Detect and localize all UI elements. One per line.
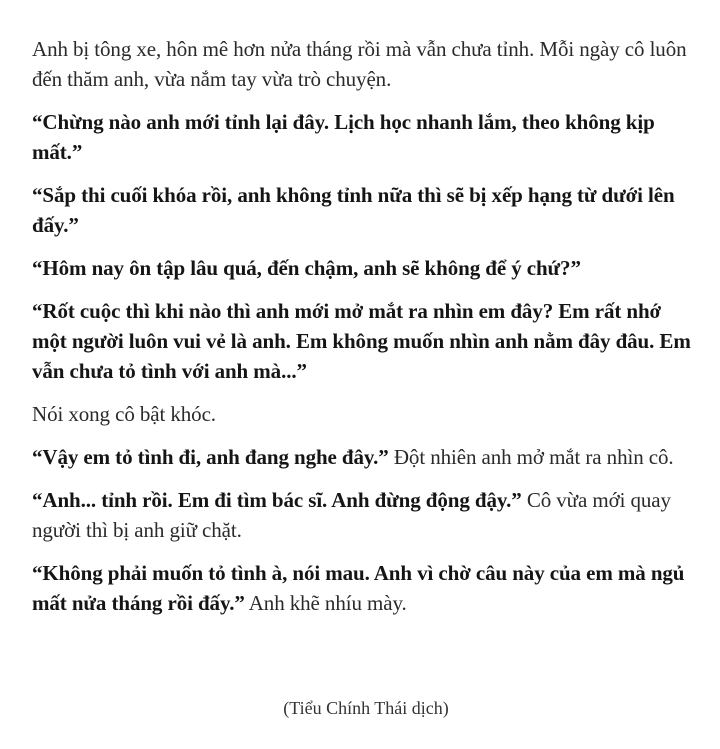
narration-text: Đột nhiên anh mở mắt ra nhìn cô. [388, 445, 674, 469]
narration-text: Anh khẽ nhíu mày. [244, 591, 407, 615]
paragraph-quote-4: “Rốt cuộc thì khi nào thì anh mới mở mắt ra nhìn em đây? Em rất nhớ một người luôn vui vẻ là anh. Em không muốn nhìn anh nằm đây đâu. Em vẫn chưa tỏ tình với anh mà...” [32, 299, 691, 383]
paragraph-mixed-1 [32, 442, 700, 472]
translator-credit: (Tiểu Chính Thái dịch) [283, 698, 449, 718]
quote-text: “Anh... tỉnh rồi. Em đi tìm bác sĩ. Anh đừng động đậy.” [32, 488, 522, 512]
paragraph-mixed-2 [32, 485, 700, 545]
narration-text: Cô vừa mới quay người thì bị anh giữ chặt. [32, 488, 671, 542]
paragraph-intro: Anh bị tông xe, hôn mê hơn nửa tháng rồi mà vẫn chưa tỉnh. Mỗi ngày cô luôn đến thăm anh, vừa nắm tay vừa trò chuyện. [32, 37, 687, 91]
quote-text: “Vậy em tỏ tình đi, anh đang nghe đây.” [32, 445, 389, 469]
paragraph-quote-1: “Chừng nào anh mới tỉnh lại đây. Lịch học nhanh lắm, theo không kịp mất.” [32, 110, 655, 164]
paragraph-quote-3: “Hôm nay ôn tập lâu quá, đến chậm, anh sẽ không để ý chứ?” [32, 256, 581, 280]
story-text [32, 34, 700, 718]
paragraph-quote-2: “Sắp thi cuối khóa rồi, anh không tỉnh nữa thì sẽ bị xếp hạng từ dưới lên đấy.” [32, 183, 675, 237]
paragraph-narration-cry: Nói xong cô bật khóc. [32, 402, 216, 426]
paragraph-mixed-3 [32, 558, 700, 618]
quote-text: “Không phải muốn tỏ tình à, nói mau. Anh vì chờ câu này của em mà ngủ mất nửa tháng rồi đấy.” [32, 561, 685, 615]
